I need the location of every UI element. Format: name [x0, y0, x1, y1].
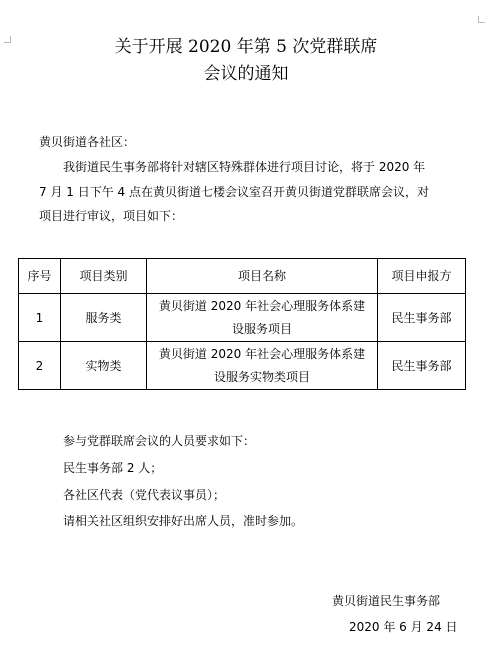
document-title-line-2: 会议的通知 [203, 64, 289, 84]
cell-category: 实物类 [61, 342, 147, 390]
body-paragraph-line-1: 我街道民生事务部将针对辖区特殊群体进行项目讨论，将于 2020 年 [63, 160, 426, 174]
table-row [19, 342, 466, 390]
project-name-line-2: 设服务实物类项目 [213, 369, 310, 384]
header-project-name: 项目名称 [147, 259, 378, 294]
page-corner-mark-top-right [478, 16, 485, 23]
cell-applicant: 民生事务部 [378, 294, 466, 342]
header-number: 序号 [19, 259, 61, 294]
attendance-item-1: 民生事务部 2 人； [63, 461, 163, 475]
body-paragraph-line-2: 7 月 1 日下午 4 点在黄贝街道七楼会议室召开黄贝街道党群联席会议，对 [39, 185, 429, 199]
header-category: 项目类别 [61, 259, 147, 294]
attendance-item-2: 各社区代表（党代表议事员）； [63, 488, 226, 502]
cell-number: 1 [19, 294, 61, 342]
document-title-line-1: 关于开展 2020 年第 5 次党群联席 [114, 37, 378, 57]
table-header-row [19, 259, 466, 294]
cell-applicant: 民生事务部 [378, 342, 466, 390]
cell-project-name [147, 342, 378, 390]
attendance-item-3: 请相关社区组织安排好出席人员，准时参加。 [63, 514, 304, 528]
addressee: 黄贝街道各社区： [39, 135, 136, 149]
signature-issuer: 黄贝街道民生事务部 [332, 594, 441, 608]
project-name-line-2: 设服务项目 [231, 321, 292, 336]
project-name-line-1: 黄贝街道 2020 年社会心理服务体系建 [158, 346, 366, 361]
signature-date: 2020 年 6 月 24 日 [349, 620, 458, 634]
project-name-line-1: 黄贝街道 2020 年社会心理服务体系建 [158, 298, 366, 313]
table-row [19, 294, 466, 342]
cell-number: 2 [19, 342, 61, 390]
body-paragraph-line-3: 项目进行审议，项目如下： [39, 209, 184, 223]
cell-category: 服务类 [61, 294, 147, 342]
header-applicant: 项目申报方 [378, 259, 466, 294]
cell-project-name [147, 294, 378, 342]
attendance-intro: 参与党群联席会议的人员要求如下： [63, 434, 256, 448]
project-table [18, 258, 466, 390]
